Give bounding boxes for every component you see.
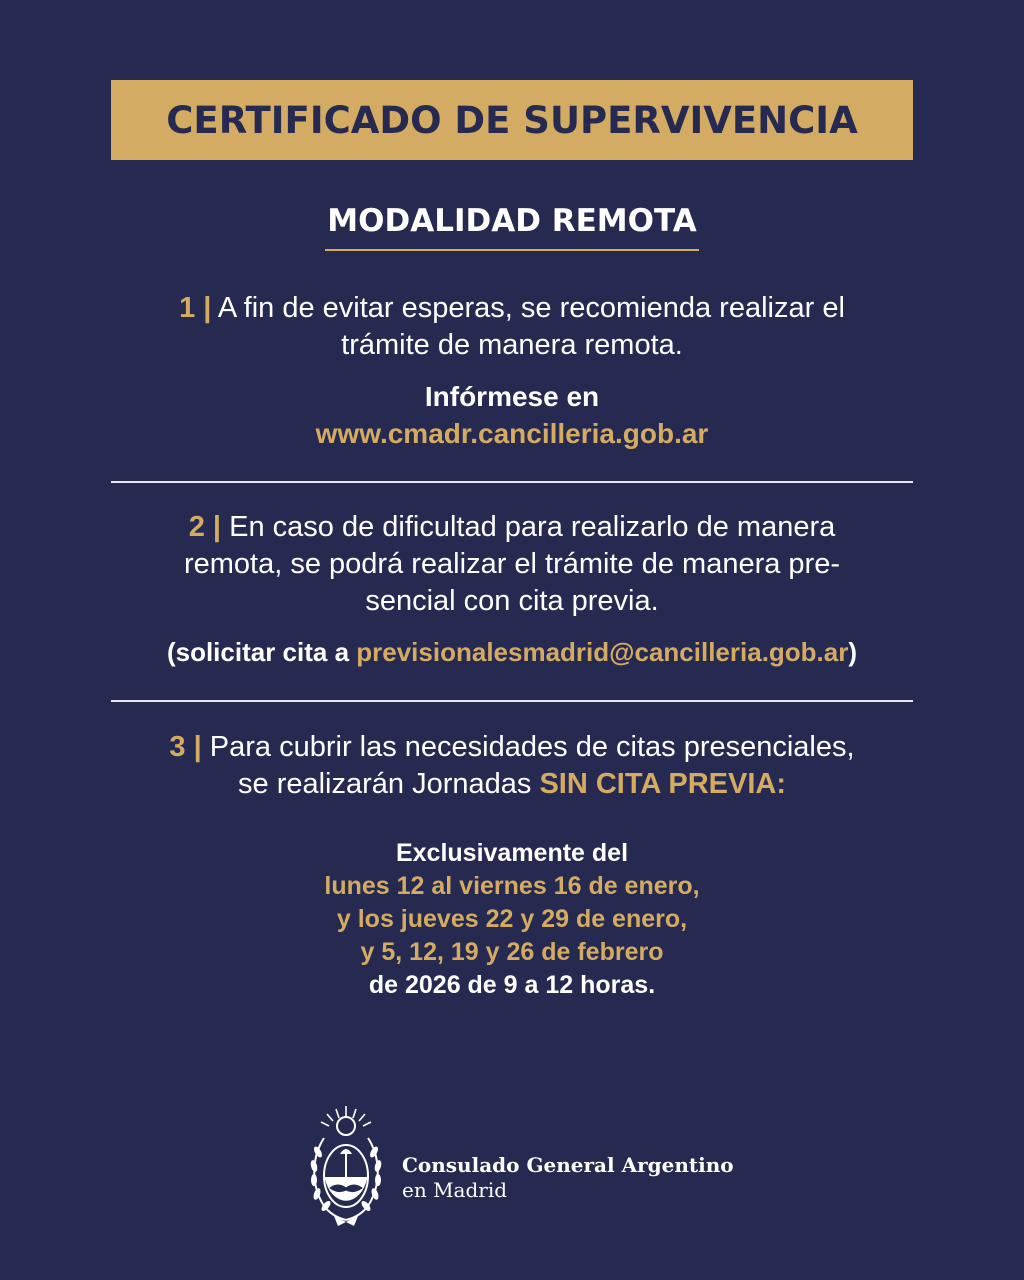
section-3-line-2: se realizarán Jornadas [238, 768, 540, 800]
page-title: CERTIFICADO DE SUPERVIVENCIA [166, 98, 858, 142]
section-2-line-3: sencial con cita previa. [365, 585, 659, 617]
info-paragraph [100, 378, 924, 452]
dates-intro: Exclusivamente del [395, 839, 629, 867]
website-link[interactable]: www.cmadr.cancilleria.gob.ar [315, 418, 709, 449]
argentine-coat-of-arms-icon [306, 1104, 386, 1230]
info-label: Infórmese en [424, 381, 600, 412]
request-paragraph [80, 634, 944, 671]
section-2-line-1: En caso de dificultad para realizarlo de manera [229, 511, 836, 543]
title-banner [111, 80, 913, 160]
section-1 [100, 290, 924, 364]
section-1-number: 1 | [179, 292, 212, 324]
section-2 [100, 509, 924, 620]
section-2-line-2: remota, se podrá realizar el trámite de manera pre- [183, 548, 840, 580]
subtitle-container [0, 203, 1024, 251]
consulate-name [402, 1153, 734, 1203]
request-block [80, 634, 944, 671]
section-3-text [100, 729, 924, 803]
email-link[interactable]: previsionalesmadrid@cancilleria.gob.ar [356, 637, 849, 667]
consulate-name-line-1: Consulado General Argentino [402, 1153, 734, 1177]
section-1-line-1: A fin de evitar esperas, se recomienda realizar el [217, 292, 845, 324]
section-1-text [100, 290, 924, 364]
dates-line-1: lunes 12 al viernes 16 de enero, [324, 872, 700, 900]
divider-2 [111, 700, 913, 702]
request-open: (solicitar cita a [166, 637, 357, 667]
section-2-number: 2 | [188, 511, 222, 543]
section-3-number: 3 | [169, 731, 202, 763]
section-1-line-2: trámite de manera remota. [341, 329, 683, 361]
dates-line-2: y los jueves 22 y 29 de enero, [336, 905, 688, 933]
info-block [100, 378, 924, 452]
section-2-text [100, 509, 924, 620]
request-close: ) [848, 637, 858, 667]
dates-paragraph [100, 837, 924, 1002]
dates-block [100, 837, 924, 1002]
section-3-line-1: Para cubrir las necesidades de citas presenciales, [209, 731, 855, 763]
no-appointment-highlight: SIN CITA PREVIA: [539, 768, 786, 800]
subtitle: MODALIDAD REMOTA [325, 203, 698, 251]
dates-line-4: de 2026 de 9 a 12 horas. [368, 971, 656, 999]
consulate-name-line-2: en Madrid [402, 1178, 508, 1202]
dates-line-3: y 5, 12, 19 y 26 de febrero [360, 938, 664, 966]
section-3 [100, 729, 924, 803]
divider-1 [111, 481, 913, 483]
